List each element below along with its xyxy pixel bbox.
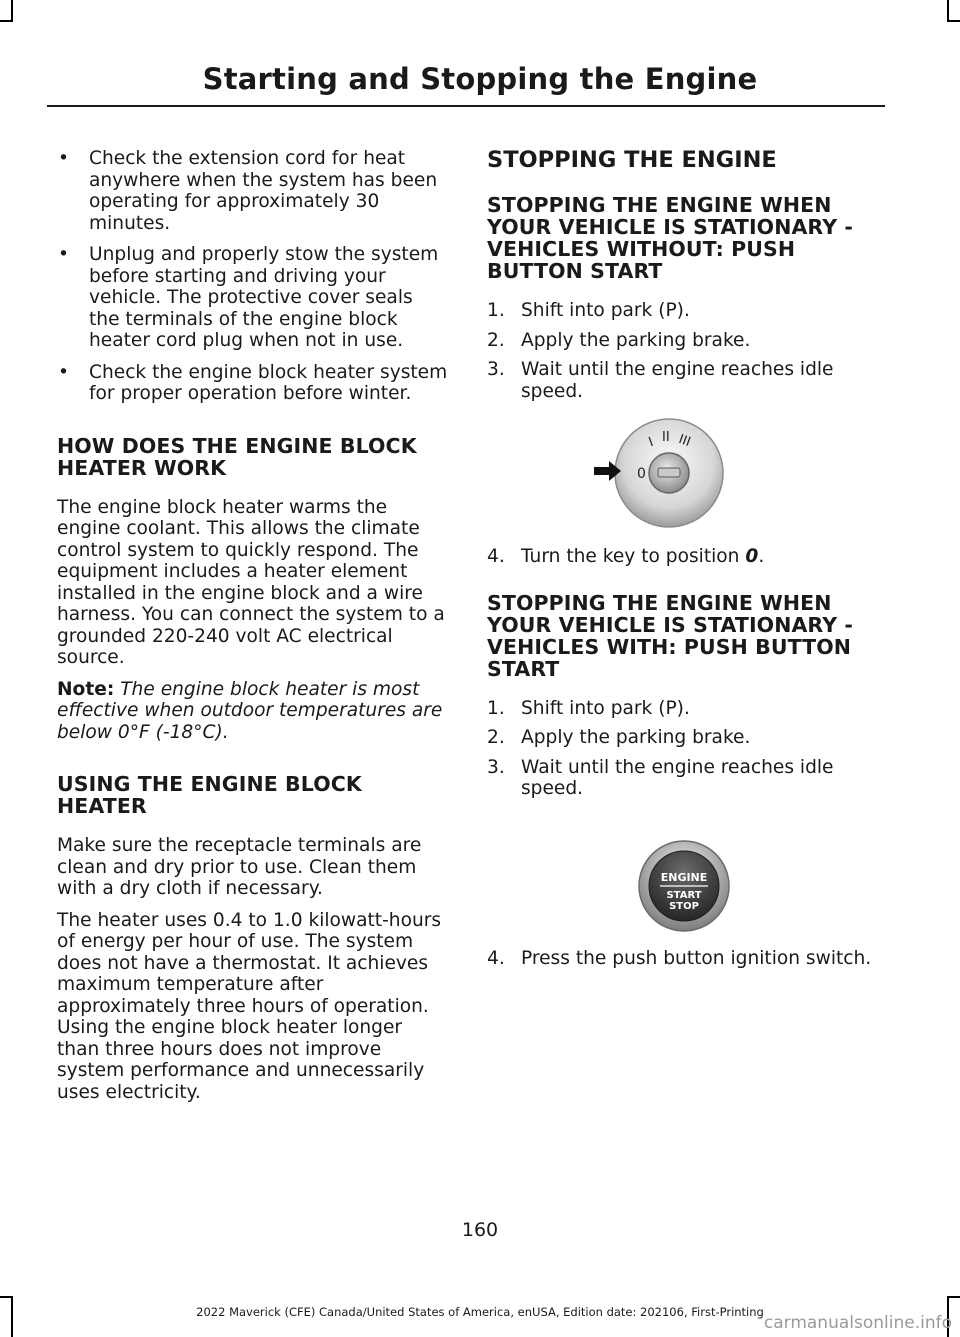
- crop-mark: [947, 20, 960, 22]
- note-label: Note:: [57, 678, 115, 700]
- right-column: [487, 148, 877, 977]
- crop-mark: [947, 0, 949, 22]
- ignition-key-illustration: [487, 410, 877, 536]
- note: [57, 679, 449, 744]
- key-position-0: 0: [637, 466, 646, 482]
- note-text: The engine block heater is most effective when outdoor temperatures are below 0°F (-18°C).: [57, 678, 443, 743]
- paragraph: The heater uses 0.4 to 1.0 kilowatt-hours of energy per hour of use. The system does not have a thermostat. It achieves maximum temperature after approximately three hours of operation. Using the engine block heater longer than three hours does not improve system performance and unnecessarily uses electricity.: [57, 909, 442, 1103]
- step-list: [487, 948, 877, 970]
- step-item: 2. Apply the parking brake.: [487, 329, 751, 351]
- crop-mark: [0, 1296, 13, 1298]
- page-title: Starting and Stopping the Engine: [202, 62, 758, 96]
- bullet-item: • Check the engine block heater system for proper operation before winter.: [57, 362, 449, 405]
- edition-line: 2022 Maverick (CFE) Canada/United States of America, enUSA, Edition date: 202106, First-Printing: [196, 1305, 764, 1319]
- button-label-engine: ENGINE: [660, 870, 708, 884]
- key-position-1: I: [646, 434, 656, 451]
- step-item: 1. Shift into park (P).: [487, 300, 690, 321]
- subsection-heading-no-push: STOPPING THE ENGINE WHEN YOUR VEHICLE IS STATIONARY - VEHICLES WITHOUT: PUSH BUTTON START: [487, 193, 853, 283]
- step-item: 1. Shift into park (P).: [487, 697, 690, 719]
- ignition-key-figure: [487, 410, 877, 536]
- push-button-figure: [487, 808, 877, 936]
- section-heading-how: HOW DOES THE ENGINE BLOCK HEATER WORK: [57, 433, 417, 480]
- paragraph: Make sure the receptacle terminals are clean and dry prior to use. Clean them with a dry cloth if necessary.: [57, 835, 422, 899]
- header-divider: [47, 105, 885, 107]
- watermark: carmanualsonline.info: [763, 1313, 952, 1333]
- bullet-list: [57, 148, 449, 405]
- step-list: [487, 698, 877, 800]
- step-item: 4. Press the push button ignition switch.: [487, 947, 872, 969]
- main-heading: STOPPING THE ENGINE: [487, 147, 777, 173]
- key-position-2: II: [662, 430, 670, 445]
- step-item: 2. Apply the parking brake.: [487, 727, 751, 748]
- step-list: [487, 546, 877, 568]
- step-item: 3. Wait until the engine reaches idle speed.: [487, 756, 834, 799]
- crop-mark: [11, 0, 13, 22]
- crop-mark: [947, 1296, 960, 1298]
- page-number: 160: [461, 1219, 499, 1241]
- step-item: 3. Wait until the engine reaches idle speed.: [487, 359, 834, 402]
- push-button-illustration: [487, 808, 877, 936]
- key-position-3: III: [676, 432, 693, 451]
- bullet-item: • Check the extension cord for heat anywhere when the system has been operating for approximately 30 minutes.: [57, 148, 449, 234]
- button-label-start: START: [666, 889, 702, 901]
- section-heading-using: USING THE ENGINE BLOCK HEATER: [57, 772, 362, 818]
- crop-mark: [0, 20, 13, 22]
- subsection-heading-push: STOPPING THE ENGINE WHEN YOUR VEHICLE IS STATIONARY - VEHICLES WITH: PUSH BUTTON START: [487, 590, 853, 681]
- button-label-stop: STOP: [669, 900, 699, 912]
- left-column: [57, 148, 449, 1103]
- step-list: [487, 300, 877, 402]
- paragraph: The engine block heater warms the engine coolant. This allows the climate control system to quickly respond. The equipment includes a heater element installed in the engine block and a wire harness. You can connect the system to a grounded 220-240 volt AC electrical source.: [57, 496, 445, 668]
- bullet-item: • Unplug and properly stow the system before starting and driving your vehicle. The protective cover seals the terminals of the engine block heater cord plug when not in use.: [57, 244, 449, 352]
- step-item: 4. Turn the key to position 0.: [487, 546, 765, 567]
